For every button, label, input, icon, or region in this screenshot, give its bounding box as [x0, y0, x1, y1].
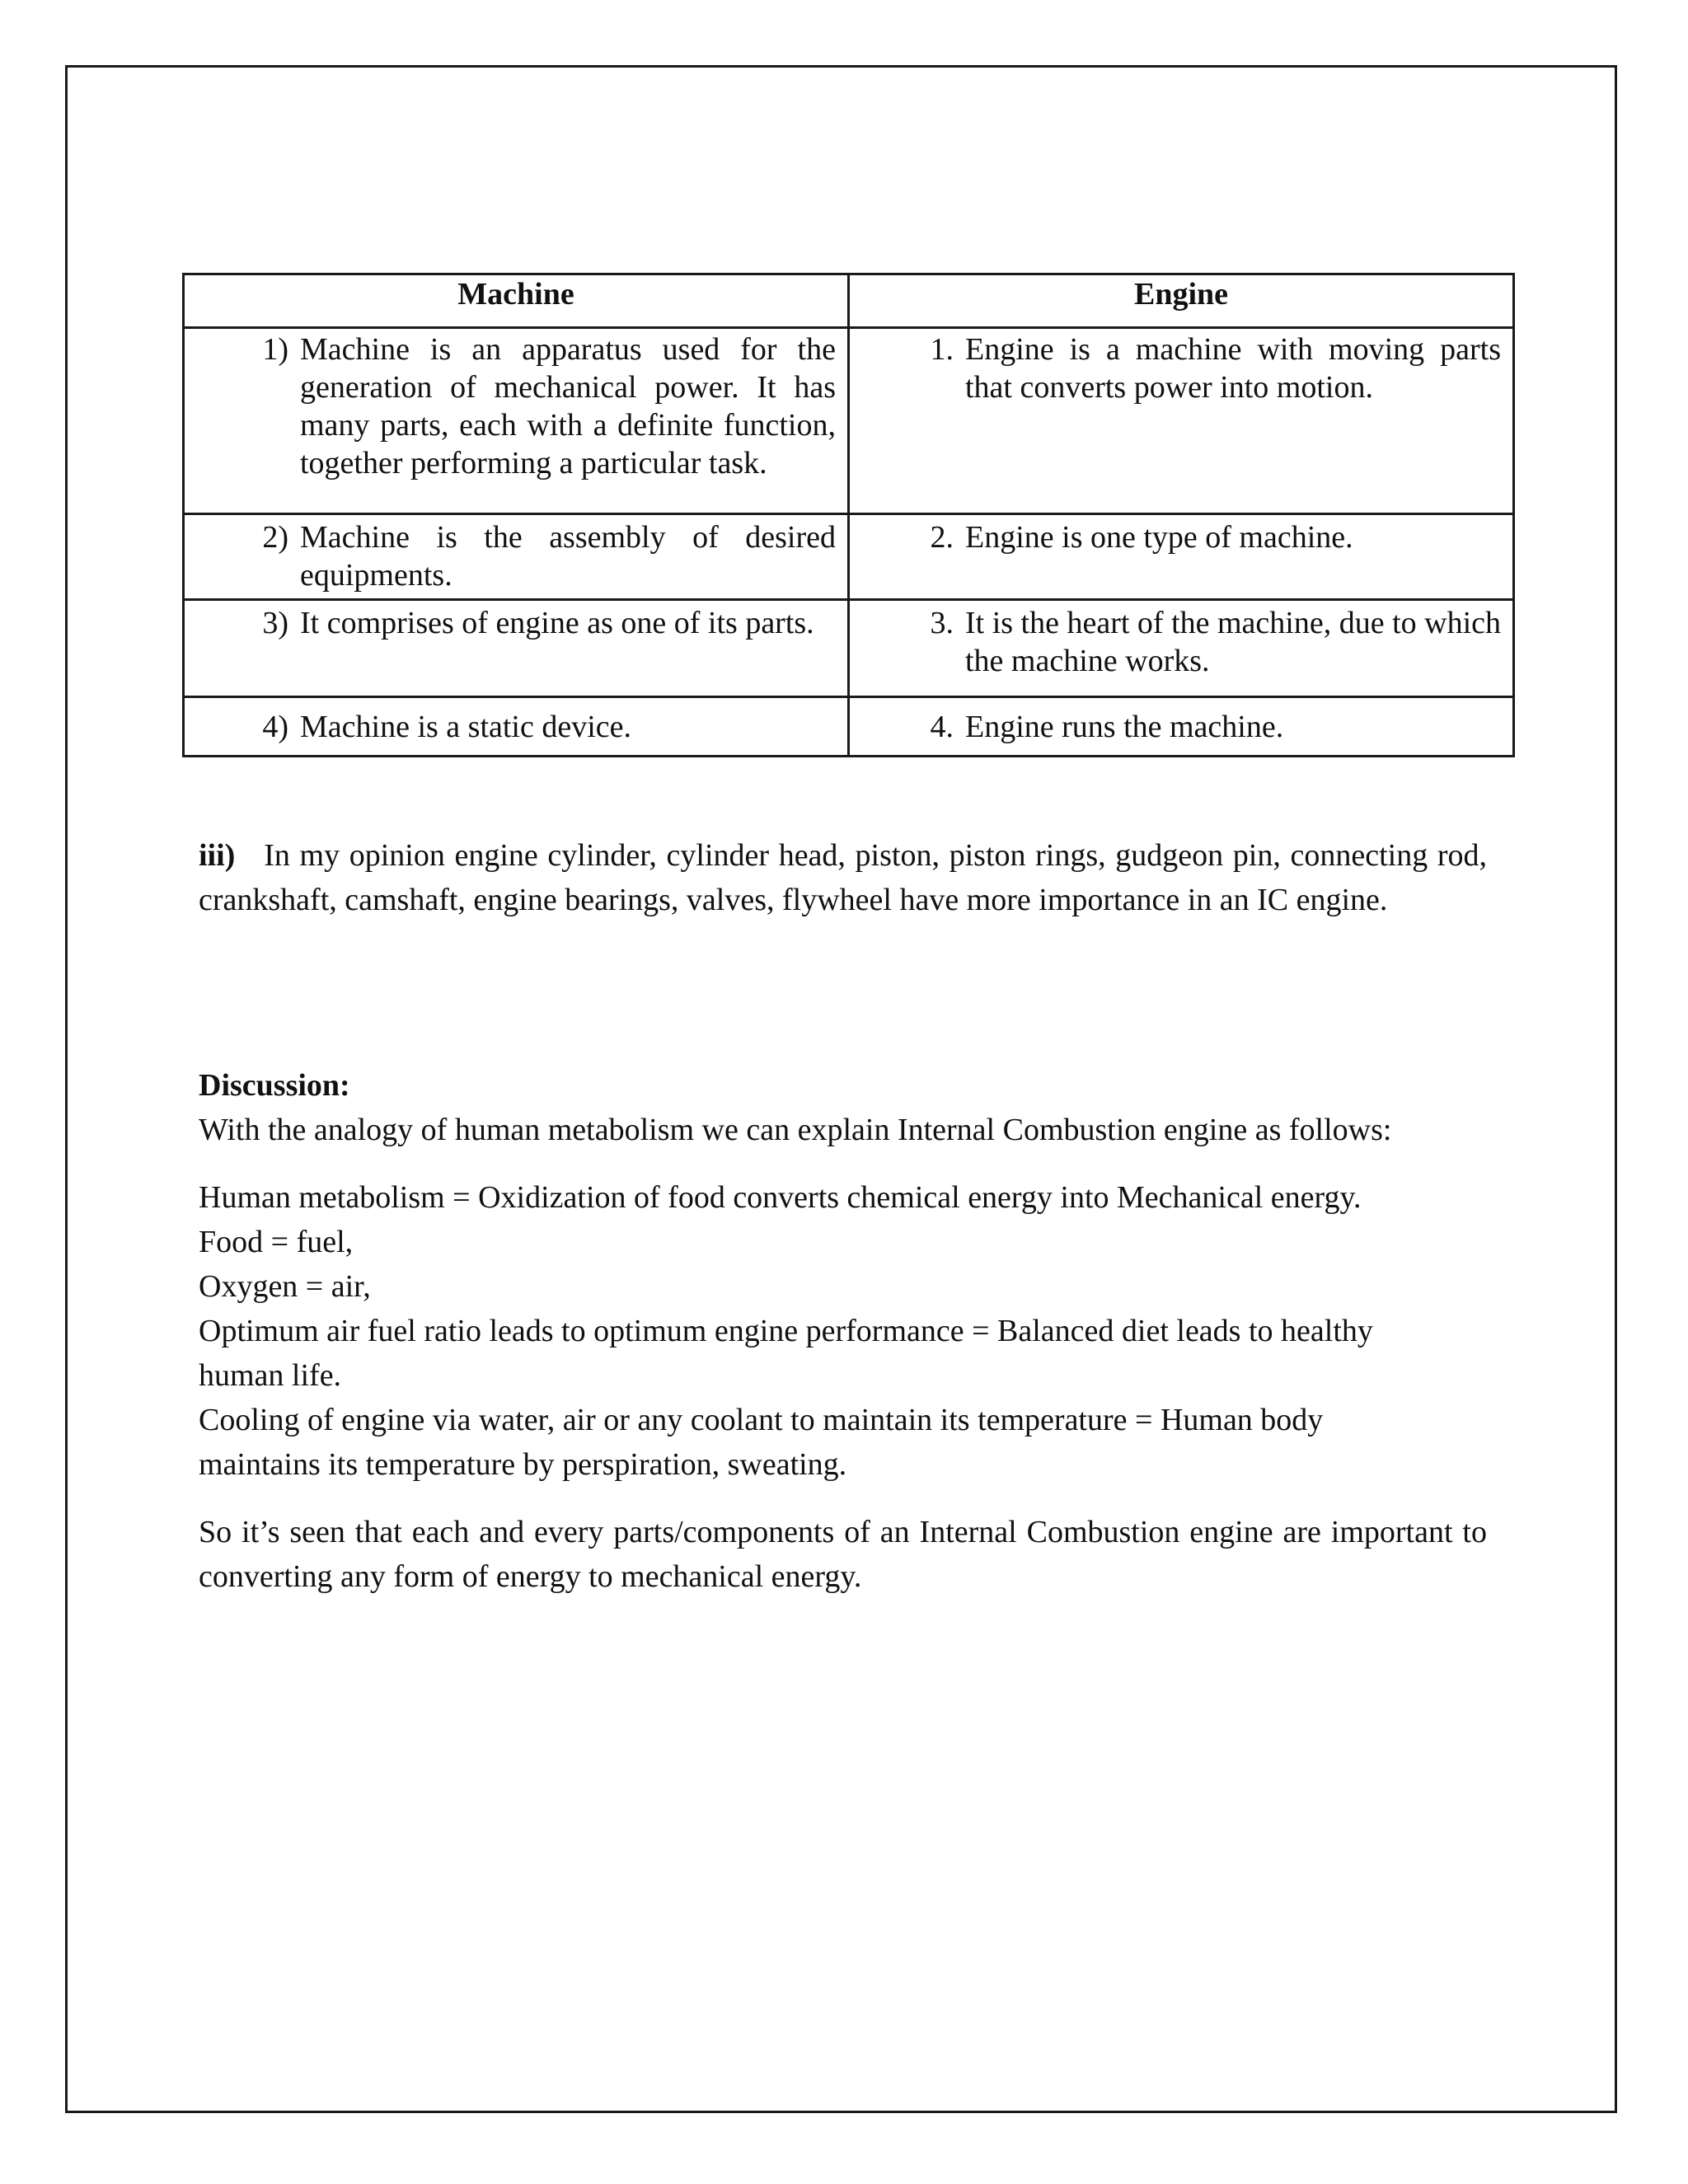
table-header-machine: Machine	[184, 274, 849, 328]
engine-cell	[849, 697, 1514, 757]
section-iii-label: iii)	[199, 838, 236, 873]
machine-text: Machine is the assembly of desired equipments.	[300, 520, 836, 593]
machine-cell	[184, 514, 849, 600]
machine-text: Machine is a static device.	[300, 710, 632, 744]
engine-cell	[849, 328, 1514, 514]
discussion-intro: With the analogy of human metabolism we can explain Internal Combustion engine as follows:	[199, 1113, 1392, 1147]
comparison-table	[182, 273, 1515, 757]
table-row	[184, 697, 1514, 757]
analogy-line: Human metabolism = Oxidization of food converts chemical energy into Mechanical energy.	[199, 1180, 1362, 1215]
engine-text: Engine is one type of machine.	[965, 520, 1353, 555]
machine-text: Machine is an apparatus used for the generation of mechanical power. It has many parts, each with a definite function, together performing a particular task.	[300, 332, 836, 480]
analogy-line: Oxygen = air,	[199, 1269, 371, 1304]
discussion-section	[199, 1063, 1487, 1152]
machine-cell	[184, 697, 849, 757]
analogy-line: Cooling of engine via water, air or any coolant to maintain its temperature = Human body maintains its temperature by perspiration, sweating.	[199, 1403, 1324, 1482]
item-number: 4)	[262, 710, 288, 744]
item-number: 1)	[262, 332, 288, 367]
item-number: 2.	[930, 520, 954, 555]
engine-cell	[849, 600, 1514, 697]
item-number: 2)	[262, 520, 288, 555]
table-row	[184, 328, 1514, 514]
machine-cell	[184, 600, 849, 697]
table-row	[184, 514, 1514, 600]
table-header-engine: Engine	[849, 274, 1514, 328]
engine-text: Engine is a machine with moving parts that converts power into motion.	[965, 332, 1501, 405]
discussion-heading: Discussion:	[199, 1068, 350, 1103]
item-number: 3)	[262, 606, 288, 640]
machine-text: It comprises of engine as one of its parts.	[300, 606, 814, 640]
conclusion-text: So it’s seen that each and every parts/components of an Internal Combustion engine are important to converting any form of energy to mechanical energy.	[199, 1515, 1487, 1594]
engine-text: Engine runs the machine.	[965, 710, 1284, 744]
item-number: 4.	[930, 710, 954, 744]
engine-cell	[849, 514, 1514, 600]
item-number: 1.	[930, 332, 954, 367]
machine-cell	[184, 328, 849, 514]
item-number: 3.	[930, 606, 954, 640]
engine-text: It is the heart of the machine, due to which the machine works.	[965, 606, 1502, 678]
analogy-line: Optimum air fuel ratio leads to optimum engine performance = Balanced diet leads to healthy human life.	[199, 1314, 1373, 1393]
analogy-line: Food = fuel,	[199, 1225, 354, 1259]
analogy-list	[199, 1175, 1451, 1487]
section-iii-paragraph	[199, 833, 1487, 922]
table-row	[184, 600, 1514, 697]
conclusion-paragraph	[199, 1510, 1487, 1599]
section-iii-text: In my opinion engine cylinder, cylinder head, piston, piston rings, gudgeon pin, connecting rod, crankshaft, camshaft, engine bearings, valves, flywheel have more importance in an IC engine.	[199, 838, 1487, 917]
